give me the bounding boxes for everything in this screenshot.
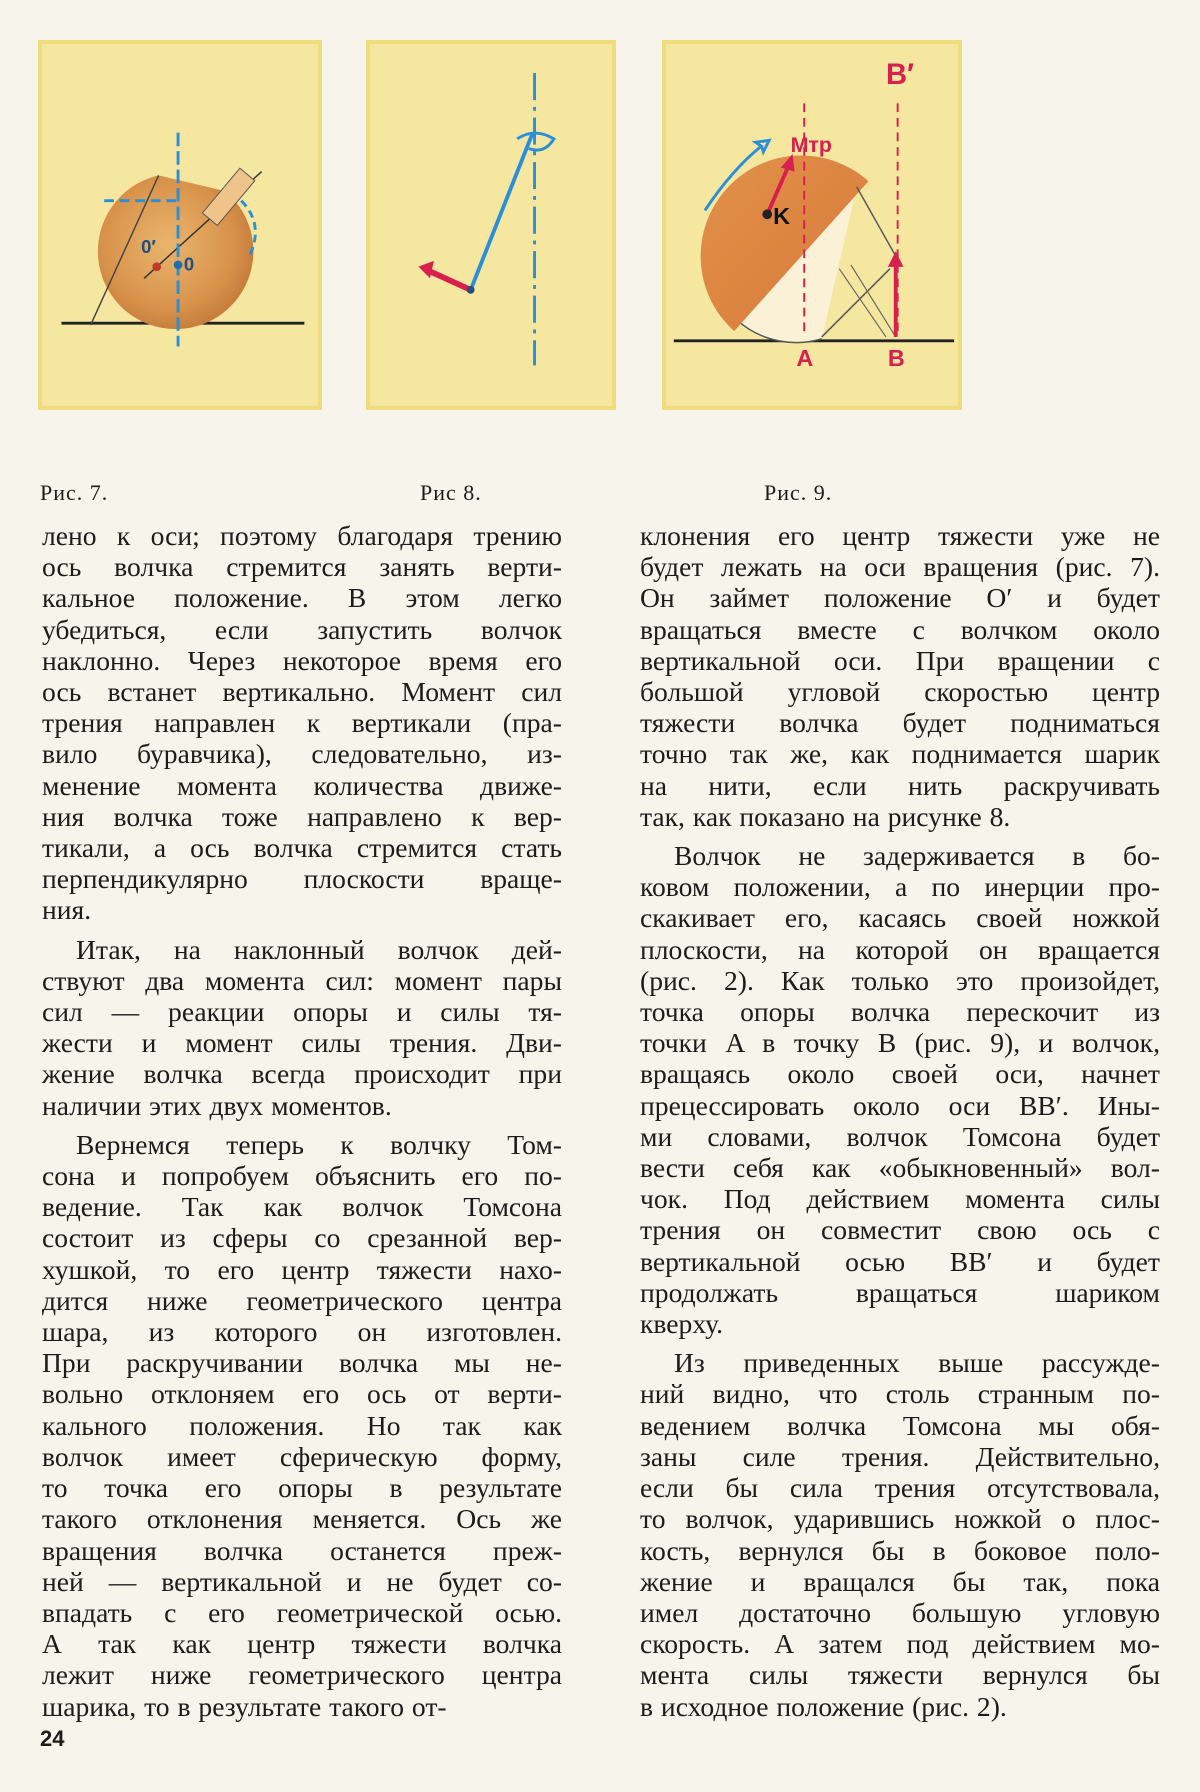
text-line: если бы сила трения отсутствовала, (640, 1472, 1160, 1504)
text-line: чок. Под действием момента силы (640, 1183, 1160, 1215)
text-line: жести и момент силы трения. Дви- (42, 1027, 562, 1059)
figure-9 (662, 40, 962, 410)
text-line: ось встанет вертикально. Момент сил (42, 676, 562, 708)
string-line (471, 133, 533, 290)
label-o: 0 (183, 253, 195, 275)
figure-8-drawing (370, 44, 612, 406)
text-line: Он займет положение O′ и будет (640, 582, 1160, 614)
text-line: жение и вращался бы так, пока (640, 1565, 1160, 1597)
figure-7-drawing (42, 44, 318, 406)
page-number: 24 (40, 1726, 65, 1751)
text-line: (рис. 2). Как только это произойдет, (640, 964, 1160, 996)
text-line: точка опоры волчка перескочит из (640, 996, 1160, 1028)
text-line: лено к оси; поэтому благодаря трению (42, 520, 562, 551)
text-line: продолжать вращаться шариком (640, 1276, 1160, 1308)
text-line: лежит ниже геометрического центра (42, 1659, 562, 1691)
text-line: плоскости, на которой он вращается (640, 933, 1160, 965)
text-line: шарика, то в результате такого от- (42, 1690, 447, 1722)
text-line: трения он совместит свою ось с (640, 1214, 1160, 1246)
text-line: ствуют два момента сил: момент пары (42, 964, 562, 996)
figure-7-caption: Рис. 7. (40, 480, 109, 505)
text-line: ось волчка стремится занять верти- (42, 551, 562, 583)
text-line: трения направлен к вертикали (пра- (42, 707, 562, 739)
text-line: вольно отклоняем его ось от верти- (42, 1378, 562, 1410)
text-line: вило буравчика), следовательно, из- (42, 738, 562, 770)
text-line: ния. (42, 894, 92, 926)
text-line: вращаясь около своей оси, начнет (640, 1058, 1160, 1090)
text-line: тикали, а ось волчка стремится стать (42, 832, 562, 864)
left-column (42, 520, 562, 1722)
text-line: ковом положении, а по инерции про- (640, 871, 1160, 903)
text-line: наличии этих двух моментов. (42, 1089, 392, 1121)
text-line: Из приведенных выше рассужде- (674, 1347, 1160, 1379)
text-line: При раскручивании волчка мы не- (42, 1347, 562, 1379)
text-line: кость, вернулся бы в боковое поло- (640, 1534, 1160, 1566)
text-line: менение момента количества движе- (42, 769, 562, 801)
text-line: вертикальной оси. При вращении с (640, 644, 1160, 676)
text-line: вращаться вместе с волчком около (640, 613, 1160, 645)
text-line: кверху. (640, 1308, 723, 1340)
text-line: скакивает его, касаясь своей ножкой (640, 902, 1160, 934)
text-line: мента силы тяжести вернулся бы (640, 1659, 1160, 1691)
text-line: скорость. А затем под действием мо- (640, 1628, 1160, 1660)
text-line: ния волчка тоже направлено к вер- (42, 800, 562, 832)
text-line: Волчок не задерживается в бо- (674, 840, 1160, 872)
text-line: заны силе трения. Действительно, (640, 1440, 1160, 1472)
text-line: наклонно. Через некоторое время его (42, 644, 562, 676)
text-line: большой угловой скоростью центр (640, 676, 1160, 708)
text-line: в исходное положение (рис. 2). (640, 1690, 1007, 1722)
figure-9-caption: Рис. 9. (764, 480, 833, 505)
text-line: убедиться, если запустить волчок (42, 613, 562, 645)
text-line: сона и попробуем объяснить его по- (42, 1160, 562, 1192)
label-a: A (796, 345, 814, 372)
text-line: ми словами, волчок Томсона будет (640, 1120, 1160, 1152)
point-k (762, 209, 772, 219)
label-b-prime: B′ (885, 58, 915, 91)
text-line: перпендикулярно плоскости враще- (42, 863, 562, 895)
text-line: хушкой, то его центр тяжести нахо- (42, 1253, 562, 1285)
text-line: ний видно, что столь странным по- (640, 1378, 1160, 1410)
figure-8 (366, 40, 616, 410)
text-line: на нити, если нить раскручивать (640, 769, 1160, 801)
text-line: кальное положение. В этом легко (42, 582, 562, 614)
text-line: впадать с его геометрической осью. (42, 1596, 562, 1628)
text-line: вращения волчка останется преж- (42, 1534, 562, 1566)
text-line: точно так же, как поднимается шарик (640, 738, 1160, 770)
text-line: Итак, на наклонный волчок дей- (76, 933, 562, 965)
text-line: А так как центр тяжести волчка (42, 1628, 562, 1660)
text-line: ведение. Так как волчок Томсона (42, 1191, 562, 1223)
right-column (640, 520, 1160, 1722)
ball-point (467, 286, 475, 294)
text-line: то волчок, ударившись ножкой о плос- (640, 1503, 1160, 1535)
text-line: вести себя как «обыкновенный» вол- (640, 1152, 1160, 1184)
figure-9-drawing (666, 44, 958, 406)
velocity-arrow-icon (428, 270, 471, 289)
text-line: тяжести волчка будет подниматься (640, 707, 1160, 739)
label-m-friction: Mтр (790, 133, 832, 157)
text-line: вертикальной осью BB′ и будет (640, 1245, 1160, 1277)
text-line: ведением волчка Томсона мы обя- (640, 1409, 1160, 1441)
text-line: прецессировать около оси BB′. Ины- (640, 1089, 1160, 1121)
text-line: точки A в точку B (рис. 9), и волчок, (640, 1027, 1160, 1059)
text-line: имел достаточно большую угловую (640, 1596, 1160, 1628)
text-line: дится ниже геометрического центра (42, 1284, 562, 1316)
label-b: B (887, 345, 905, 372)
text-line: кального положения. Но так как (42, 1409, 562, 1441)
label-o-prime: 0′ (141, 236, 156, 258)
text-line: сил — реакции опоры и силы тя- (42, 996, 562, 1028)
text-line: клонения его центр тяжести уже не (640, 520, 1160, 551)
text-line: так, как показано на рисунке 8. (640, 800, 1011, 832)
figure-8-caption: Рис 8. (420, 480, 482, 505)
text-line: волчок имеет сферическую форму, (42, 1440, 562, 1472)
text-line: ней — вертикальной и не будет со- (42, 1565, 562, 1597)
text-line: состоит из сферы со срезанной вер- (42, 1222, 562, 1254)
text-line: шара, из которого он изготовлен. (42, 1316, 562, 1348)
point-o (174, 260, 183, 269)
point-o-prime (152, 262, 161, 271)
text-line: то точка его опоры в результате (42, 1472, 562, 1504)
label-k: K (773, 203, 790, 230)
text-line: будет лежать на оси вращения (рис. 7). (640, 551, 1160, 583)
figure-7 (38, 40, 322, 410)
text-line: жение волчка всегда происходит при (42, 1058, 562, 1090)
text-line: такого отклонения меняется. Ось же (42, 1503, 562, 1535)
text-line: Вернемся теперь к волчку Том- (76, 1128, 562, 1160)
